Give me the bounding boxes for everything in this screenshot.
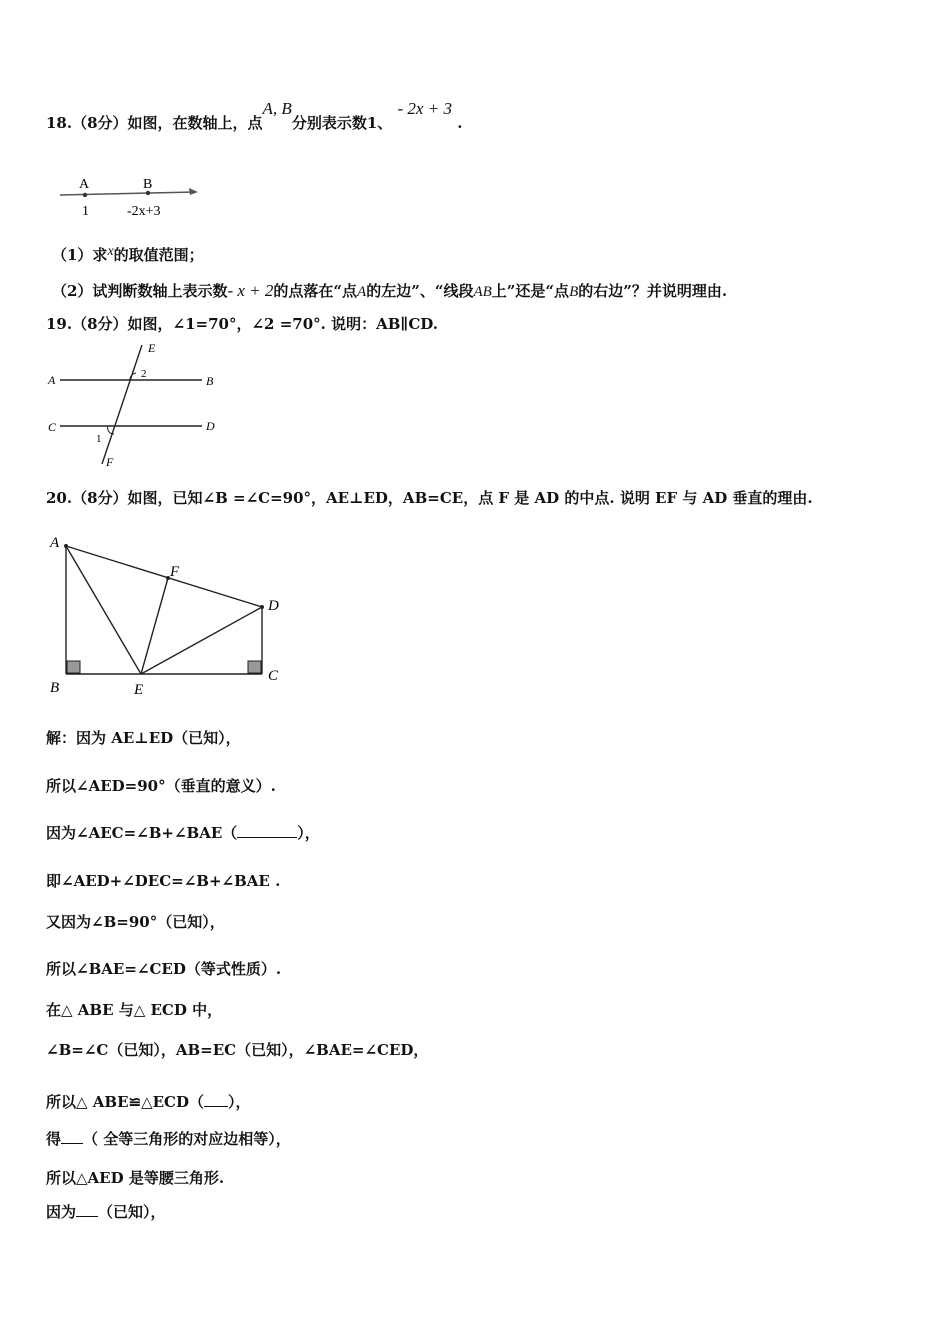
solution-line-11: 所以△AED 是等腰三角形.: [46, 1169, 225, 1187]
solution-line-9: [46, 1091, 251, 1112]
q18-part1-variable: x: [107, 244, 114, 259]
answer-blank-2[interactable]: [204, 1092, 228, 1107]
point-b-value: -2x+3: [127, 204, 161, 219]
label-d: D: [268, 598, 279, 614]
q18-points: A, B: [262, 99, 292, 118]
solution-line-3-end: ），: [297, 824, 320, 842]
q18-part2-segment: AB: [473, 284, 492, 300]
q19-statement: 19.（8分）如图，∠1=70°，∠2 =70°. 说明：AB∥CD.: [46, 315, 438, 333]
q18-part1-text: （1）求: [52, 246, 108, 264]
label-a: A: [48, 373, 56, 387]
q18-part2-text-b: 的点落在“点: [273, 282, 358, 300]
solution-line-5: 又因为∠B=90°（已知），: [46, 913, 225, 931]
label-b: B: [50, 680, 60, 696]
solution-line-12-end: （已知），: [98, 1203, 166, 1221]
solution-line-9-end: ），: [228, 1093, 251, 1111]
label-f: F: [170, 564, 180, 580]
q18-statement: [46, 99, 463, 133]
q18-part2-text-e: 的右边”？并说明理由.: [578, 282, 728, 300]
label-e: E: [134, 682, 144, 698]
angle-2-label: 2: [141, 368, 147, 380]
label-a: A: [50, 535, 60, 551]
q18-part2-point-b: B: [569, 284, 579, 300]
solution-line-3-text: 因为∠AEC=∠B+∠BAE（: [46, 824, 238, 842]
number-line-figure: [50, 168, 210, 223]
solution-line-9-text: 所以△ ABE≌△ECD（: [46, 1093, 204, 1111]
solution-line-1: 解：因为 AE⊥ED（已知），: [46, 729, 241, 747]
point-b-label: B: [143, 177, 153, 192]
answer-blank-3[interactable]: [61, 1129, 83, 1144]
q18-header: 18.（8分）如图，在数轴上，点: [46, 114, 263, 132]
solution-line-8: ∠B=∠C（已知），AB=EC（已知），∠BAE=∠CED，: [46, 1041, 429, 1059]
solution-line-3: [46, 822, 320, 843]
solution-line-2: 所以∠AED=90°（垂直的意义）.: [46, 777, 276, 795]
q18-part2-text-d: 上”还是“点: [491, 282, 570, 300]
q18-part2-text: （2）试判断数轴上表示数: [52, 282, 228, 300]
q20-statement: 20.（8分）如图，已知∠B =∠C=90°，AE⊥ED，AB=CE，点 F 是 AD 的中点. 说明 EF 与 AD 垂直的理由.: [46, 489, 813, 507]
label-c: C: [268, 668, 279, 684]
q18-end: .: [457, 114, 463, 132]
q18-part1: [52, 244, 204, 265]
q18-part2: [52, 280, 727, 301]
solution-line-7: 在△ ABE 与△ ECD 中，: [46, 1001, 223, 1019]
label-c: C: [48, 420, 57, 434]
solution-line-4: 即∠AED+∠DEC=∠B+∠BAE .: [46, 872, 281, 890]
label-e: E: [148, 341, 156, 355]
parallel-lines-figure: [44, 340, 234, 475]
label-f: F: [106, 455, 114, 469]
solution-line-10-end: （ 全等三角形的对应边相等），: [83, 1130, 291, 1148]
point-a-value: 1: [82, 204, 89, 219]
q18-expression: - 2x + 3: [397, 99, 452, 118]
q18-part2-expression: - x + 2: [227, 281, 274, 300]
solution-line-12: [46, 1201, 166, 1222]
point-a-label: A: [79, 177, 90, 192]
quadrilateral-figure: [42, 530, 302, 700]
solution-line-10-text: 得: [46, 1130, 62, 1148]
answer-blank-1[interactable]: [237, 823, 297, 838]
q18-part2-text-c: 的左边”、“线段: [366, 282, 474, 300]
q18-part1-tail: 的取值范围；: [113, 246, 204, 264]
solution-line-12-text: 因为: [46, 1203, 77, 1221]
solution-line-10: [46, 1128, 291, 1149]
q18-part2-point-a: A: [357, 284, 367, 300]
angle-1-label: 1: [96, 433, 102, 445]
label-b: B: [206, 374, 214, 388]
q18-mid: 分别表示数1、: [291, 114, 393, 132]
answer-blank-4[interactable]: [76, 1202, 98, 1217]
label-d: D: [206, 419, 215, 433]
solution-line-6: 所以∠BAE=∠CED（等式性质）.: [46, 960, 282, 978]
